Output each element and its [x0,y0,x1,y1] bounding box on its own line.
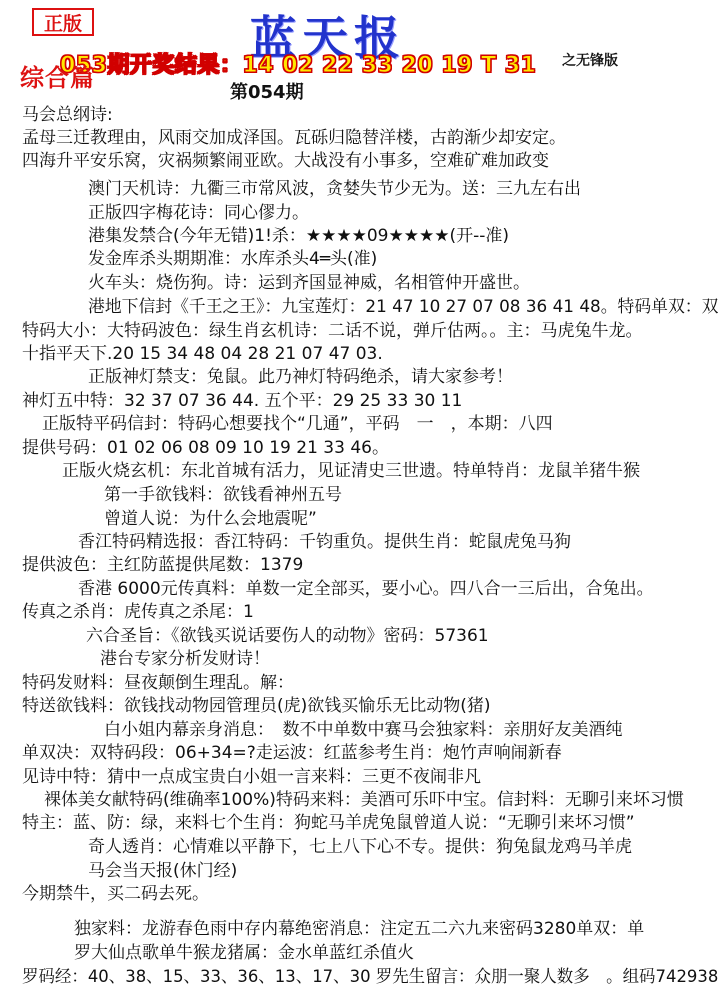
text-line: 港集发禁合(今年无错)1!杀：★★★★09★★★★(开--准) [88,226,509,246]
text-line: 正版神灯禁支：兔鼠。此乃神灯特码绝杀，请大家参考！ [88,367,513,387]
text-line: 十指平天下.20 15 34 48 04 28 21 07 47 03. [22,344,383,364]
text-line: 今期禁牛，买二码去死。 [22,884,209,904]
text-line: 六合圣旨：《欲钱买说话要伤人的动物》密码：57361 [86,626,489,646]
newspaper-title: 蓝天报 [250,11,406,65]
text-line: 正版火烧玄机：东北首城有活力，见证清史三世遗。特单特肖：龙鼠羊猪牛猴 [62,461,640,481]
text-line: 独家料：龙游春色雨中存内幕绝密消息：注定五二六九来密码3280单双：单 [74,919,645,939]
text-line: 特码发财料：昼夜颠倒生理乱。解： [22,673,294,693]
text-line: 提供号码：01 02 06 08 09 10 19 21 33 46。 [22,438,389,458]
text-line: 马会总纲诗: [22,105,113,125]
text-line: 罗码经：40、38、15、33、36、13、17、30 罗先生留言：众朋一聚人数多 。组码742938 [22,967,719,987]
text-line: 港台专家分析发财诗！ [100,649,270,669]
text-line: 发金库杀头期期准：水库杀头4═头(准) [88,249,378,269]
text-line: 特码大小：大特码波色：绿生肖玄机诗：二话不说，弹斤估两。。主：马虎兔牛龙。 [22,321,643,341]
text-line: 四海升平安乐窝，灾祸频繁闹亚欧。大战没有小事多，空难矿难加政变 [22,151,549,171]
section-title: 综合篇 [20,63,95,92]
text-line: 传真之杀肖：虎传真之杀尾：1 [22,602,254,622]
text-line: 罗大仙点歌单牛猴龙猪属：金水单蓝红杀值火 [74,943,414,963]
text-line: 孟母三迁教理由，风雨交加成泽国。瓦砾归隐替洋楼，古韵渐少却安定。 [22,128,566,148]
text-line: 特主：蓝、防：绿，来料七个生肖：狗蛇马羊虎兔鼠曾道人说：“无聊引来坏习惯” [22,813,635,833]
text-line: 马会当天报(休门经) [88,861,238,881]
text-line: 香港 6000元传真料：单数一定全部买，要小心。四八合一三后出，合兔出。 [78,579,654,599]
text-line: 火车头：烧伤狗。诗：运到齐国显神威，名相管仲开盛世。 [88,273,530,293]
text-line: 香江特码精选报：香江特码：千钧重负。提供生肖：蛇鼠虎兔马狗 [78,532,571,552]
issue-number: 第054期 [230,82,304,103]
text-line: 正版特平码信封：特码心想要找个“几通”，平码 一 ，本期：八四 [42,414,553,434]
text-line: 澳门天机诗：九衢三市常风波，贪婪失节少无为。送：三九左右出 [88,179,581,199]
text-line: 奇人透肖：心情难以平静下，七上八下心不专。提供：狗兔鼠龙鸡马羊虎 [88,837,632,857]
text-line: 特送欲钱料：欲钱找动物园管理员(虎)欲钱买愉乐无比动物(猪) [22,696,491,716]
text-line: 曾道人说：为什么会地震呢” [104,509,317,529]
text-line: 裸体美女献特码(维确率100%)特码来料：美酒可乐吓中宝。信封料：无聊引来坏习惯 [44,790,684,810]
text-line: 见诗中特：猜中一点成宝贵白小姐一言来料：三更不夜闹非凡 [22,767,481,787]
text-line: 神灯五中特：32 37 07 36 44. 五个平：29 25 33 30 11 [22,391,463,411]
text-line: 提供波色：主红防蓝提供尾数：1379 [22,555,304,575]
text-line: 港地下信封《千王之王》：九宝莲灯：21 47 10 27 07 08 36 41 48。特码单双：双 [88,297,719,317]
edition-label: 之无锋版 [562,53,618,69]
edition-badge: 正版 [32,8,94,36]
text-line: 白小姐内幕亲身消息： 数不中单数中赛马会独家料：亲朋好友美酒纯 [104,720,623,740]
text-line: 第一手欲钱料：欲钱看神州五号 [104,485,342,505]
text-line: 正版四字梅花诗：同心僇力。 [88,203,309,223]
text-line: 单双决：双特码段：06+34=?走运波：红蓝参考生肖：炮竹声响闹新春 [22,743,562,763]
draw-result-banner: 053期开奖结果：14 02 22 33 20 19 T 31 [60,53,537,78]
